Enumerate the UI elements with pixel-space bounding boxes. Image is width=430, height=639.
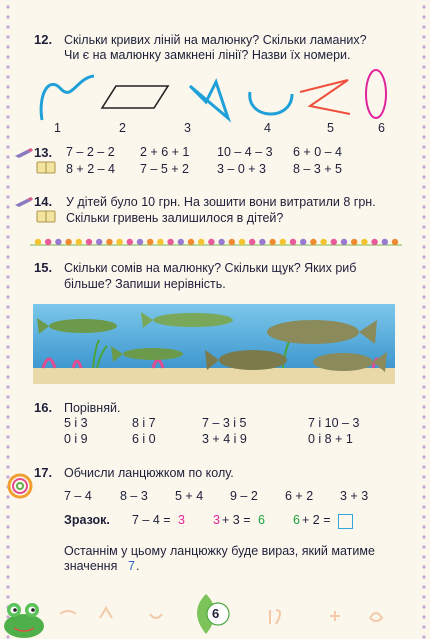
chain-expr-4: 9 – 2 [230,489,258,503]
task-15-line-1: Скільки сомів на малюнку? Скільки щук? Яких риб [64,261,357,275]
task-17-number: 17. [34,465,53,480]
chain-expr-6: 3 + 3 [340,489,369,503]
figure-label-4: 4 [264,121,271,135]
page-number: 6 [212,606,220,621]
chain-expr-3: 5 + 4 [175,489,204,503]
task-15-line-2: більше? Запиши нерівність. [64,277,226,291]
figure-label-5: 5 [327,121,334,135]
expr-13-5: 8 + 2 – 4 [66,162,115,176]
curve-line-1 [41,76,94,120]
figure-label-1: 1 [54,121,61,135]
flower-icon [239,239,245,245]
chain-expr-5: 6 + 2 [285,489,314,503]
task-14-line-1: У дітей було 10 грн. На зошити вони витратили 8 грн. [66,195,376,209]
expr-13-1: 7 – 2 – 2 [66,145,115,159]
flower-icon [208,239,214,245]
lines-figure [30,66,410,126]
chain-expr-1: 7 – 4 [64,489,92,503]
flower-icon [116,239,122,245]
closed-polyline-2 [102,86,168,108]
flower-icon [331,239,337,245]
final-text: значення [64,559,118,573]
task-12-line-2: Чи є на малюнку замкнені лінії? Назви їх номери. [64,48,351,62]
flower-icon [96,239,102,245]
fish-illustration [33,304,395,384]
flower-icon [188,239,194,245]
task-12-number: 12. [34,32,53,47]
flower-icon [229,239,235,245]
flower-icon [127,239,133,245]
final-value: 7 [128,559,135,573]
curve-line-4 [250,92,292,114]
compare-16-8: 0 і 8 + 1 [308,432,353,446]
flower-icon [382,239,388,245]
flower-icon [361,239,367,245]
flower-icon [371,239,377,245]
flower-icon [218,239,224,245]
task-14-line-2: Скільки гривень залишилося в дітей? [66,211,284,225]
right-dot-border [418,0,430,639]
flower-icon [341,239,347,245]
task-13-number: 13. [34,145,53,160]
notebook-icon [36,160,56,174]
flower-icon [86,239,92,245]
notebook-icon [36,209,56,223]
task-14-number: 14. [34,194,53,209]
flower-icon [320,239,326,245]
sample-label: Зразок. [64,513,110,527]
flower-icon [269,239,275,245]
sample-result-2: 6 [258,513,265,527]
sample-start-2: 3 [213,513,220,527]
sample-start-3: 6 [293,513,300,527]
sample-expr-2: + 3 = [222,513,251,527]
sample-result-1: 3 [178,513,185,527]
flower-icon [147,239,153,245]
ellipse-6 [366,70,386,118]
flower-icon [167,239,173,245]
pencil-icon [13,195,35,209]
flower-icon [249,239,255,245]
left-dot-border [0,0,14,639]
flower-icon [198,239,204,245]
polyline-5 [300,80,350,114]
task-17-final-line-2 [64,559,264,575]
task-16-number: 16. [34,400,53,415]
compare-16-3: 7 – 3 і 5 [202,416,247,430]
flower-icon [137,239,143,245]
task-17-title: Обчисли ланцюжком по колу. [64,466,234,480]
flower-icon [106,239,112,245]
compare-16-2: 8 і 7 [132,416,156,430]
figure-labels [0,121,430,137]
final-period: . [136,559,140,573]
colored-rings-icon [4,468,36,506]
flower-icon [55,239,61,245]
flower-icon [45,239,51,245]
expr-13-8: 8 – 3 + 5 [293,162,342,176]
compare-16-7: 3 + 4 і 9 [202,432,247,446]
task-16-title: Порівняй. [64,401,121,415]
task-15-number: 15. [34,260,53,275]
frog-icon [4,603,44,638]
sample-expr-3: + 2 = [302,513,331,527]
task-17-final-line-1: Останнім у цьому ланцюжку буде вираз, який матиме [64,544,375,558]
flower-icon [280,239,286,245]
sample-expr-1: 7 – 4 = [132,513,171,527]
compare-16-6: 6 і 0 [132,432,156,446]
task-17-sample [0,513,430,531]
flower-icon [392,239,398,245]
figure-label-6: 6 [378,121,385,135]
flower-icon [65,239,71,245]
expr-13-3: 10 – 4 – 3 [217,145,273,159]
compare-16-1: 5 і 3 [64,416,88,430]
flower-icon [157,239,163,245]
expr-13-4: 6 + 0 – 4 [293,145,342,159]
expr-13-7: 3 – 0 + 3 [217,162,266,176]
figure-label-2: 2 [119,121,126,135]
chain-expr-2: 8 – 3 [120,489,148,503]
flower-icon [351,239,357,245]
compare-16-4: 7 і 10 – 3 [308,416,360,430]
flower-icon [35,239,41,245]
flower-icon [259,239,265,245]
flower-icon [310,239,316,245]
compare-16-5: 0 і 9 [64,432,88,446]
flower-icon [290,239,296,245]
flower-icon [178,239,184,245]
closed-polyline-3 [190,82,228,118]
figure-label-3: 3 [184,121,191,135]
answer-box [338,514,353,529]
flower-divider [30,236,402,250]
flower-icon [300,239,306,245]
task-12-line-1: Скільки кривих ліній на малюнку? Скільки ламаних? [64,33,367,47]
flower-icon [76,239,82,245]
expr-13-6: 7 – 5 + 2 [140,162,189,176]
pencil-icon [13,146,35,160]
expr-13-2: 2 + 6 + 1 [140,145,190,159]
